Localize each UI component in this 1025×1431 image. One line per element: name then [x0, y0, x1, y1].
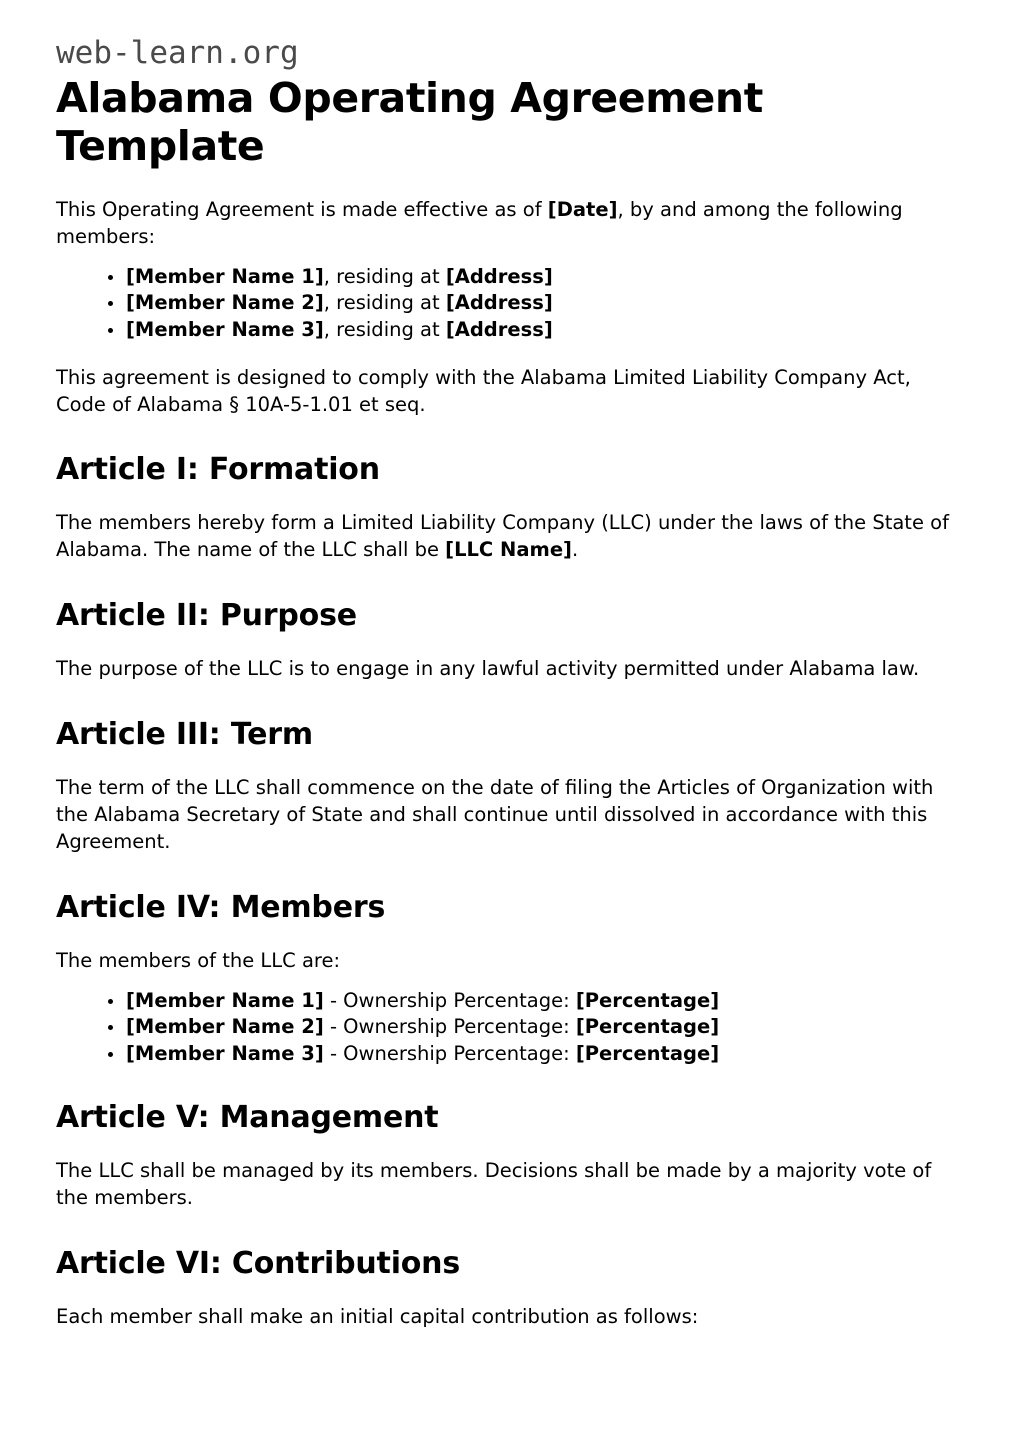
article-body-v: The LLC shall be managed by its members. Decisions shall be made by a majority vote of the members. — [56, 1159, 932, 1210]
article-heading-v: Article V: Management — [56, 1100, 439, 1136]
article-heading-iii: Article III: Term — [56, 717, 313, 753]
member-name: [Member Name 2] — [126, 1015, 324, 1039]
ownership-label: - Ownership Percentage: — [323, 1015, 576, 1039]
member-address: [Address] — [445, 264, 553, 288]
article-body-iv: The members of the LLC are: — [56, 948, 341, 972]
member-address: [Address] — [445, 318, 553, 342]
date-placeholder: [Date] — [547, 198, 618, 222]
member-address: [Address] — [445, 291, 553, 315]
member-name: [Member Name 1] — [126, 988, 324, 1012]
intro-text-part1: This Operating Agreement is made effective as of — [56, 198, 548, 222]
article-body-vi: Each member shall make an initial capital contribution as follows: — [56, 1305, 699, 1329]
list-item — [108, 1015, 969, 1040]
intro-text-part2: , by and among the following members: — [56, 198, 903, 248]
intro-paragraph — [56, 197, 964, 251]
member-name: [Member Name 3] — [126, 318, 324, 342]
ownership-label: - Ownership Percentage: — [323, 1041, 576, 1065]
percentage-placeholder: [Percentage] — [575, 1015, 720, 1039]
list-item — [108, 265, 969, 290]
members-ownership-list — [56, 989, 969, 1067]
article-heading-vi: Article VI: Contributions — [56, 1246, 460, 1282]
member-name: [Member Name 2] — [126, 291, 324, 315]
list-item — [108, 1042, 969, 1067]
article-i-text-part2: . — [571, 538, 579, 562]
llc-name-placeholder: [LLC Name] — [445, 538, 572, 562]
percentage-placeholder: [Percentage] — [575, 1041, 720, 1065]
article-body-ii: The purpose of the LLC is to engage in any lawful activity permitted under Alabama law. — [56, 657, 920, 681]
member-residing-text: , residing at — [323, 318, 446, 342]
article-heading-iv: Article IV: Members — [56, 889, 386, 925]
page-title: Alabama Operating Agreement Template — [56, 74, 763, 170]
article-body-i — [56, 510, 964, 564]
percentage-placeholder: [Percentage] — [575, 988, 720, 1012]
page-bottom-spacer — [56, 1331, 969, 1391]
list-item — [108, 989, 969, 1014]
article-body-iii: The term of the LLC shall commence on the date of filing the Articles of Organization with the Alabama Secretary of State and shall continue until dissolved in accordance with this Agreement. — [56, 776, 934, 853]
member-residing-text: , residing at — [323, 291, 446, 315]
member-name: [Member Name 1] — [126, 264, 324, 288]
site-branding: web-learn.org — [56, 35, 299, 71]
list-item — [108, 291, 969, 316]
article-heading-i: Article I: Formation — [56, 452, 380, 488]
member-name: [Member Name 3] — [126, 1041, 324, 1065]
members-address-list — [56, 265, 969, 343]
ownership-label: - Ownership Percentage: — [323, 988, 576, 1012]
article-i-text-part1: The members hereby form a Limited Liability Company (LLC) under the laws of the State of Alabama. The name of the LLC shall be — [56, 511, 949, 562]
compliance-paragraph: This agreement is designed to comply with the Alabama Limited Liability Company Act, Code of Alabama § 10A-5-1.01 et seq. — [56, 365, 911, 416]
article-heading-ii: Article II: Purpose — [56, 598, 357, 634]
member-residing-text: , residing at — [323, 264, 446, 288]
list-item — [108, 318, 969, 343]
